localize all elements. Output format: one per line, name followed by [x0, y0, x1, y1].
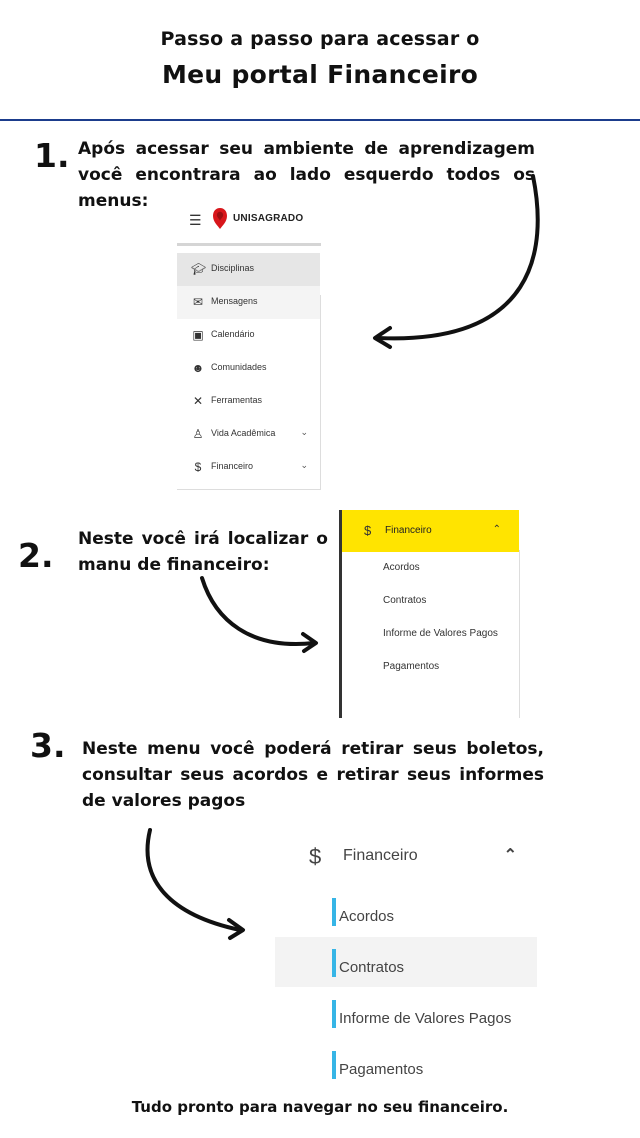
- sidebar-item-label: Vida Acadêmica: [211, 428, 276, 438]
- chevron-up-icon: ⌃: [503, 847, 517, 864]
- chevron-down-icon: ⌄: [300, 460, 308, 470]
- tools-icon: ✕: [192, 394, 204, 408]
- chevron-down-icon: ⌄: [300, 427, 308, 437]
- header-subtitle: Passo a passo para acessar o: [160, 28, 480, 50]
- submenu-item-label: Acordos: [339, 908, 395, 925]
- submenu-item-label: Pagamentos: [339, 1061, 424, 1078]
- submenu-item-label: Contratos: [339, 959, 405, 976]
- chevron-up-icon: ⌃: [492, 524, 501, 535]
- sidebar-item-label: Disciplinas: [211, 263, 255, 273]
- graduation-cap-icon: 🎓︎: [191, 262, 207, 276]
- academic-life-icon: ♙: [192, 427, 204, 441]
- step-3-number: 3.: [30, 726, 66, 765]
- envelope-icon: ✉: [192, 295, 204, 309]
- sidebar-item-label: Calendário: [211, 329, 255, 339]
- footer-text: Tudo pronto para navegar no seu financeiro.: [131, 1098, 509, 1116]
- step-3-text: Neste menu você poderá retirar seus boletos, consultar seus acordos e retirar seus informes de valores pagos: [82, 739, 544, 811]
- submenu-item-contratos[interactable]: Contratos: [383, 595, 427, 606]
- submenu-item-acordos[interactable]: Acordos: [383, 562, 420, 573]
- step-1-text: Após acessar seu ambiente de aprendizagem você encontrara ao lado esquerdo todos os menus:: [78, 139, 535, 211]
- calendar-icon: ▣: [192, 328, 204, 342]
- step-1-number: 1.: [34, 136, 70, 175]
- dollar-icon: $: [364, 523, 372, 538]
- brand-name: UNISAGRADO: [233, 213, 304, 224]
- sidebar-item-label: Ferramentas: [211, 395, 263, 405]
- page-title: Meu portal Financeiro: [161, 60, 479, 89]
- submenu-item-informe[interactable]: Informe de Valores Pagos: [383, 628, 498, 639]
- sidebar-item-label: Comunidades: [211, 362, 267, 372]
- hamburger-icon[interactable]: ☰: [189, 212, 202, 228]
- financeiro-label: Financeiro: [343, 847, 418, 864]
- submenu-item-pagamentos[interactable]: Pagamentos: [383, 661, 440, 672]
- dollar-icon: $: [309, 844, 322, 869]
- step-2-text: Neste você irá localizar o manu de financeiro:: [78, 529, 328, 575]
- submenu-item-label: Informe de Valores Pagos: [339, 1010, 512, 1027]
- step-2-number: 2.: [18, 536, 54, 575]
- sidebar-item-label: Financeiro: [211, 461, 254, 471]
- financeiro-label: Financeiro: [385, 525, 432, 536]
- community-icon: ☻: [191, 361, 205, 375]
- sidebar-item-label: Mensagens: [211, 296, 258, 306]
- dollar-icon: $: [194, 460, 202, 474]
